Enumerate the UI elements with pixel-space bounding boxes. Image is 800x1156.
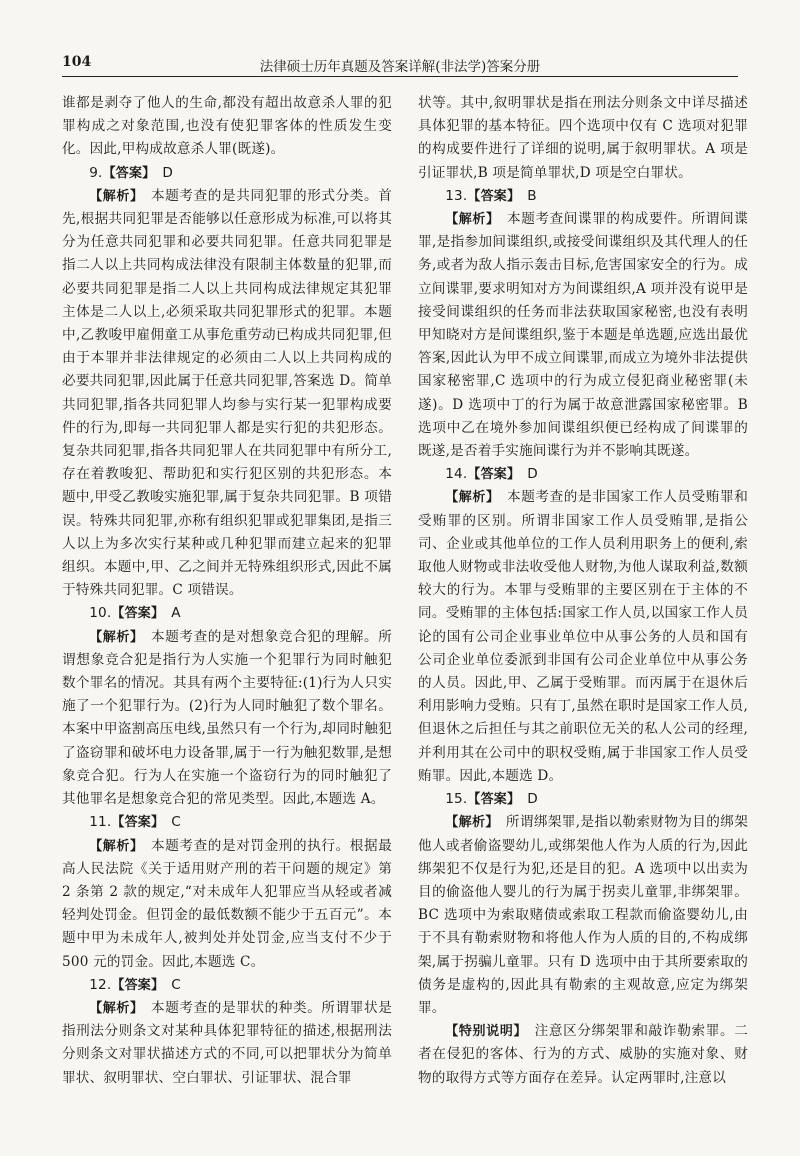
answer-tag: 【答案】 bbox=[111, 977, 165, 993]
answer-tag: 【答案】 bbox=[467, 467, 521, 483]
analysis-paragraph bbox=[62, 185, 392, 603]
question-number: 11. bbox=[89, 814, 112, 831]
analysis-tag: 【解析】 bbox=[89, 188, 144, 204]
running-title: 法律硕士历年真题及答案详解(非法学)答案分册 bbox=[259, 59, 541, 75]
left-column bbox=[62, 92, 392, 1090]
answer-tag: 【答案】 bbox=[102, 165, 156, 181]
answer-tag: 【答案】 bbox=[467, 188, 521, 204]
answer-tag: 【答案】 bbox=[111, 606, 165, 622]
question-number: 13. bbox=[445, 187, 468, 204]
right-column bbox=[418, 92, 748, 1090]
answer-value: D bbox=[162, 164, 174, 181]
answer-value: B bbox=[527, 187, 537, 204]
analysis-paragraph bbox=[418, 486, 748, 788]
analysis-paragraph bbox=[62, 626, 392, 812]
answer-line bbox=[418, 463, 748, 486]
question-number: 9. bbox=[89, 164, 103, 181]
analysis-text: 本题考查的是非国家工作人员受贿罪和受贿罪的区别。所谓非国家工作人员受贿罪,是指公司、企业或其他单位的工作人员利用职务上的便利,索取他人财物或非法收受他人财物,为他人谋取利益,数额较大的行为。本罪与受贿罪的主要区别在于主体的不同。受贿罪的主体包括:国家工作人员,以国家工作人员论的国有公司企业事业单位中从事公务的人员和国有公司企业单位委派到非国有公司企业单位中从事公务的人员。因此,甲、乙属于受贿罪。而丙属于在退休后利用影响力受贿。只有丁,虽然在职时是国家工作人员,但退休之后担任与其之前职位无关的私人公司的经理,并利用其在公司中的职权受贿,属于非国家工作人员受贿罪。因此,本题选 D。 bbox=[418, 489, 748, 784]
analysis-paragraph bbox=[62, 997, 392, 1090]
analysis-tag: 【解析】 bbox=[445, 212, 500, 228]
analysis-tag: 【解析】 bbox=[445, 490, 500, 506]
answer-value: C bbox=[171, 976, 181, 993]
analysis-tag: 【特别说明】 bbox=[445, 1024, 528, 1040]
answer-value: D bbox=[527, 466, 538, 483]
analysis-text: 本题考查的是罪状的种类。所谓罪状是指刑法分则条文对某种具体犯罪特征的描述,根据刑法分则条文对罪状描述方式的不同,可以把罪状分为简单罪状、叙明罪状、空白罪状、引证罪状、混合罪 bbox=[62, 999, 392, 1086]
page-number: 104 bbox=[62, 54, 92, 70]
analysis-tag: 【解析】 bbox=[89, 629, 144, 645]
analysis-text: 本题考查的是对想象竞合犯的理解。所谓想象竞合犯是指行为人实施一个犯罪行为同时触犯数个罪名的情况。其具有两个主要特征:(1)行为人只实施了一个犯罪行为。(2)行为人同时触犯了数个罪名。本案中甲盗割高压电线,虽然只有一个行为,却同时触犯了盗窃罪和破坏电力设备罪,属于一行为触犯数罪,是想象竞合犯。行为人在实施一个盗窃行为的同时触犯了其他罪名是想象竞合犯的常见类型。因此,本题选 A。 bbox=[62, 628, 392, 808]
paragraph-text: 谁都是剥夺了他人的生命,都没有超出故意杀人罪的犯罪构成之对象范围,也没有使犯罪客体的性质发生变化。因此,甲构成故意杀人罪(既遂)。 bbox=[62, 95, 392, 158]
answer-line bbox=[62, 602, 392, 625]
answer-tag: 【答案】 bbox=[111, 815, 165, 831]
question-number: 10. bbox=[89, 605, 112, 622]
answer-value: D bbox=[527, 791, 538, 808]
answer-line bbox=[62, 162, 392, 185]
paragraph bbox=[418, 92, 748, 185]
paragraph bbox=[62, 92, 392, 162]
answer-line bbox=[62, 974, 392, 997]
analysis-text: 本题考查的是共同犯罪的形式分类。首先,根据共同犯罪是否能够以任意形成为标准,可以将其分为任意共同犯罪和必要共同犯罪。任意共同犯罪是指二人以上共同构成法律没有限制主体数量的犯罪,而必要共同犯罪是指二人以上共同构成法律规定其犯罪主体是二人以上,必须采取共同犯罪形式的犯罪。本题中,乙教唆甲雇佣童工从事危重劳动已构成共同犯罪,但由于本罪并非法律规定的必须由二人以上共同构成的必要共同犯罪,因此属于任意共同犯罪,答案选 D。简单共同犯罪,指各共同犯罪人均参与实行某一犯罪构成要件的行为,即每一共同犯罪人都是实行犯的共犯形态。复杂共同犯罪,指各共同犯罪人在共同犯罪中有所分工,存在着教唆犯、帮助犯和实行犯区别的共犯形态。本题中,甲受乙教唆实施犯罪,属于复杂共同犯罪。B 项错误。特殊共同犯罪,亦称有组织犯罪或犯罪集团,是指三人以上为多次实行某种或几种犯罪而建立起来的犯罪组织。本题中,甲、乙之间并无特殊组织形式,因此不属于特殊共同犯罪。C 项错误。 bbox=[62, 187, 392, 599]
analysis-paragraph bbox=[418, 208, 748, 463]
analysis-text: 本题考查的是对罚金刑的执行。根据最高人民法院《关于适用财产刑的若干问题的规定》第 2 条第 2 款的规定,“对未成年人犯罪应当从轻或者减轻判处罚金。但罚金的最低数额不能少于五百元”。本题中甲为未成年人,被判处并处罚金,应当支付不少于 500 元的罚金。因此,本题选 C。 bbox=[62, 837, 392, 970]
analysis-tag: 【解析】 bbox=[445, 815, 499, 831]
answer-line bbox=[418, 788, 748, 811]
question-number: 14. bbox=[445, 466, 468, 483]
answer-value: A bbox=[171, 605, 181, 622]
paragraph-text: 状等。其中,叙明罪状是指在刑法分则条文中详尽描述具体犯罪的基本特征。四个选项中仅有 C 选项对犯罪的构成要件进行了详细的说明,属于叙明罪状。A 项是引证罪状,B 项是简单罪状,D 项是空白罪状。 bbox=[418, 95, 748, 181]
analysis-tag: 【解析】 bbox=[89, 838, 144, 854]
analysis-paragraph bbox=[62, 835, 392, 974]
question-number: 15. bbox=[445, 791, 468, 808]
analysis-tag: 【解析】 bbox=[89, 1000, 144, 1016]
answer-line bbox=[418, 185, 748, 208]
answer-value: C bbox=[171, 814, 181, 831]
analysis-text: 本题考查间谍罪的构成要件。所谓间谍罪,是指参加间谍组织,或接受间谍组织及其代理人的任务,或者为敌人指示轰击目标,危害国家安全的行为。成立间谍罪,要求明知对方为间谍组织,A 项并没有说甲是接受间谍组织的任务而非法获取国家秘密,也没有表明甲知晓对方是间谍组织,鉴于本题是单选题,应选出最优答案,因此认为甲不成立间谍罪,而成立为境外非法提供国家秘密罪,C 选项中的行为成立侵犯商业秘密罪(未遂)。D 选项中丁的行为属于故意泄露国家秘密罪。B 选项中乙在境外参加间谍组织便已经构成了间谍罪的既遂,是否着手实施间谍行为并不影响其既遂。 bbox=[418, 211, 748, 460]
analysis-paragraph bbox=[418, 1020, 748, 1090]
answer-line bbox=[62, 811, 392, 834]
page-header bbox=[62, 52, 738, 77]
analysis-paragraph bbox=[418, 811, 748, 1020]
question-number: 12. bbox=[89, 976, 112, 993]
analysis-text: 所谓绑架罪,是指以勒索财物为目的绑架他人或者偷盗婴幼儿,或绑架他人作为人质的行为,因此绑架犯不仅是行为犯,还是目的犯。A 选项中以出卖为目的偷盗他人婴儿的行为属于拐卖儿童罪,非绑架罪。BC 选项中为索取赌债或索取工程款而偷盗婴幼儿,由于不具有勒索财物和将他人作为人质的目的,不构成绑架,属于拐骗儿童罪。只有 D 选项中由于其所要索取的债务是虚构的,因此具有勒索的主观故意,应定为绑架罪。 bbox=[418, 814, 748, 1016]
answer-tag: 【答案】 bbox=[467, 792, 521, 808]
analysis-text: 注意区分绑架罪和敲诈勒索罪。二者在侵犯的客体、行为的方式、威胁的实施对象、财物的取得方式等方面存在差异。认定两罪时,注意以 bbox=[418, 1023, 749, 1086]
